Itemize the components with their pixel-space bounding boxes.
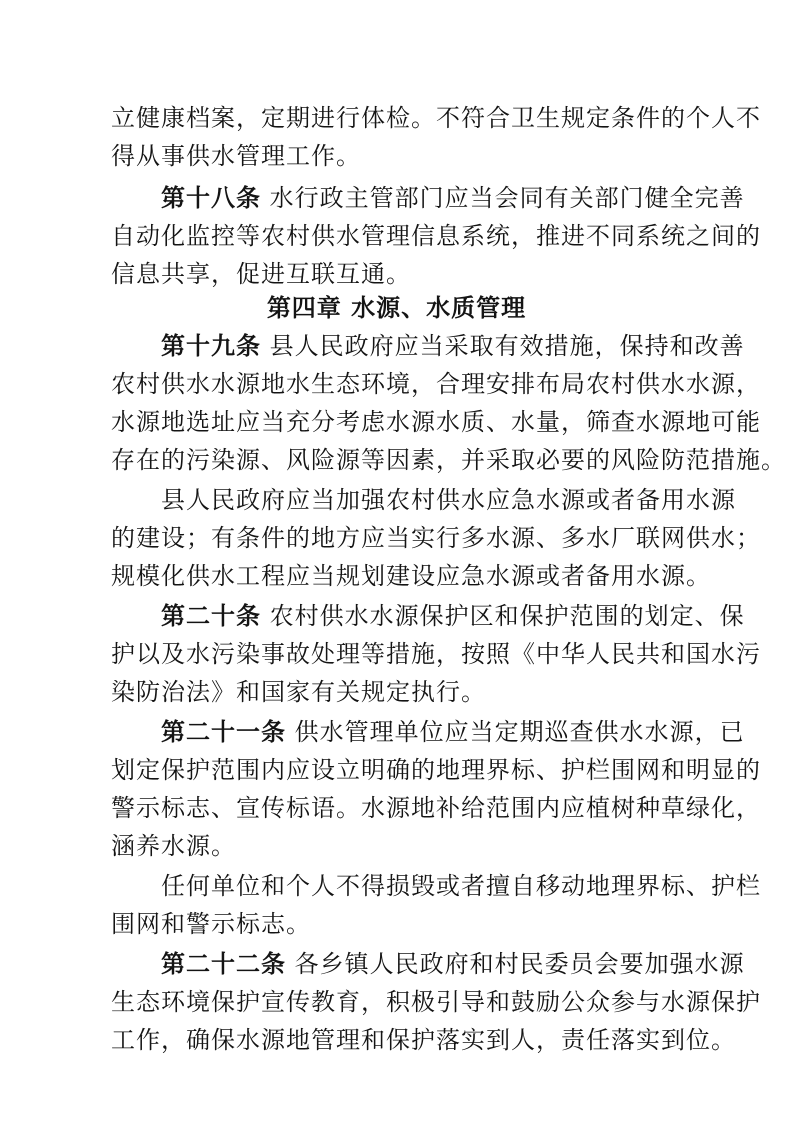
article-22-line-2: 生态环境保护宣传教育，积极引导和鼓励公众参与水源保护 — [111, 988, 761, 1016]
article-20-line-1 — [161, 598, 745, 634]
article-21-label: 第二十一条 — [161, 718, 286, 746]
article-19-line-4: 存在的污染源、风险源等因素，并采取必要的风险防范措施。 — [111, 446, 786, 474]
article-20-text-1: 农村供水水源保护区和保护范围的划定、保 — [261, 602, 745, 630]
article-21-line-3: 警示标志、宣传标语。水源地补给范围内应植树种草绿化， — [111, 794, 761, 822]
article-19-text-1: 县人民政府应当采取有效措施，保持和改善 — [261, 332, 745, 360]
article-19-line-3: 水源地选址应当充分考虑水源水质、水量，筛查水源地可能 — [111, 408, 761, 436]
chapter-4-heading: 第四章 水源、水质管理 — [266, 294, 527, 322]
article-18-line-2: 自动化监控等农村供水管理信息系统，推进不同系统之间的 — [111, 222, 761, 250]
article-22-line-3: 工作，确保水源地管理和保护落实到人，责任落实到位。 — [111, 1026, 736, 1054]
article-19-para-2-line-3: 规模化供水工程应当规划建设应急水源或者备用水源。 — [111, 562, 711, 590]
article-19-para-2-line-1: 县人民政府应当加强农村供水应急水源或者备用水源 — [161, 486, 736, 514]
article-22-label: 第二十二条 — [161, 950, 286, 978]
article-19-line-2: 农村供水水源地水生态环境，合理安排布局农村供水水源， — [111, 370, 761, 398]
article-21-text-1: 供水管理单位应当定期巡查供水水源，已 — [286, 718, 745, 746]
article-21-para-2-line-2: 围网和警示标志。 — [111, 910, 311, 938]
article-18-text-1: 水行政主管部门应当会同有关部门健全完善 — [261, 184, 745, 212]
article-21-para-2-line-1: 任何单位和个人不得损毁或者擅自移动地理界标、护栏 — [161, 872, 761, 900]
article-22-line-1 — [161, 946, 745, 982]
article-21-line-4: 涵养水源。 — [111, 832, 236, 860]
article-21-line-1 — [161, 714, 745, 750]
article-20-line-3: 染防治法》和国家有关规定执行。 — [111, 678, 486, 706]
article-21-line-2: 划定保护范围内应设立明确的地理界标、护栏围网和明显的 — [111, 756, 761, 784]
article-18-line-3: 信息共享，促进互联互通。 — [111, 260, 411, 288]
article-22-text-1: 各乡镇人民政府和村民委员会要加强水源 — [286, 950, 745, 978]
article-18-line-1 — [161, 180, 745, 216]
article-17-continuation-line-1: 立健康档案，定期进行体检。不符合卫生规定条件的个人不 — [111, 104, 761, 132]
article-19-label: 第十九条 — [161, 332, 261, 360]
article-18-label: 第十八条 — [161, 184, 261, 212]
article-19-para-2-line-2: 的建设；有条件的地方应当实行多水源、多水厂联网供水； — [111, 524, 761, 552]
article-17-continuation-line-2: 得从事供水管理工作。 — [111, 142, 361, 170]
article-19-line-1 — [161, 328, 745, 364]
article-20-line-2: 护以及水污染事故处理等措施，按照《中华人民共和国水污 — [111, 640, 761, 668]
article-20-label: 第二十条 — [161, 602, 261, 630]
